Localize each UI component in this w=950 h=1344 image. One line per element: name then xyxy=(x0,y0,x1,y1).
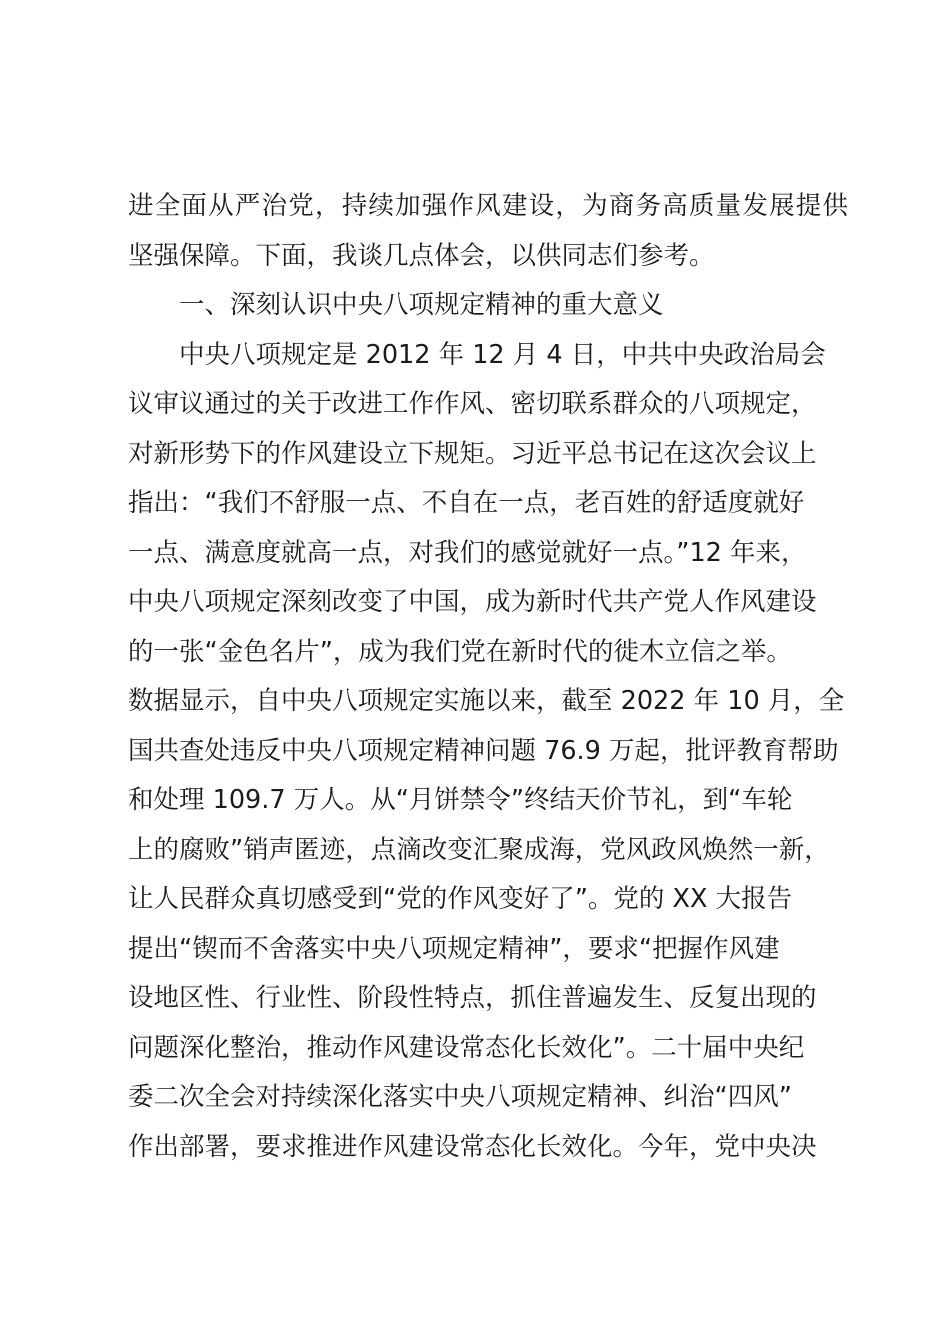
text-line: 让人民群众真切感受到“党的作风变好了”。党的 XX 大报告 xyxy=(128,884,793,914)
text-line: 和处理 109.7 万人。从“月饼禁令”终结天价节礼，到“车轮 xyxy=(128,785,793,815)
text-line: 中央八项规定深刻改变了中国，成为新时代共产党人作风建设 xyxy=(128,587,817,617)
section-heading: 一、深刻认识中央八项规定精神的重大意义 xyxy=(179,290,664,320)
text-line: 进全面从严治党，持续加强作风建设，为商务高质量发展提供 xyxy=(128,191,848,221)
text-line: 国共查处违反中央八项规定精神问题 76.9 万起，批评教育帮助 xyxy=(128,735,839,766)
text-line: 设地区性、行业性、阶段性特点，抓住普遍发生、反复出现的 xyxy=(128,983,817,1013)
text-line: 指出：“我们不舒服一点、不自在一点，老百姓的舒适度就好 xyxy=(128,488,805,518)
text-line: 数据显示，自中央八项规定实施以来，截至 2022 年 10 月，全 xyxy=(128,686,845,716)
text-line: 中央八项规定是 2012 年 12 月 4 日，中共中央政治局会 xyxy=(179,339,826,370)
text-line: 一点、满意度就高一点，对我们的感觉就好一点。”12 年来， xyxy=(128,537,807,568)
text-line: 委二次全会对持续深化落实中央八项规定精神、纠治“四风” xyxy=(128,1082,792,1112)
text-line: 对新形势下的作风建设立下规矩。习近平总书记在这次会议上 xyxy=(128,438,817,469)
text-line: 的一张“金色名片”，成为我们党在新时代的徙木立信之举。 xyxy=(128,636,792,667)
text-line: 提出“锲而不舍落实中央八项规定精神”，要求“把握作风建 xyxy=(128,933,780,964)
text-line: 上的腐败”销声匿迹，点滴改变汇聚成海，党风政风焕然一新， xyxy=(128,834,830,865)
text-line: 议审议通过的关于改进工作作风、密切联系群众的八项规定， xyxy=(128,389,817,419)
text-line: 坚强保障。下面，我谈几点体会，以供同志们参考。 xyxy=(128,240,715,271)
text-line: 作出部署，要求推进作风建设常态化长效化。今年，党中央决 xyxy=(128,1131,817,1162)
body-text xyxy=(128,182,848,1172)
text-line: 问题深化整治，推动作风建设常态化长效化”。二十届中央纪 xyxy=(128,1032,805,1063)
